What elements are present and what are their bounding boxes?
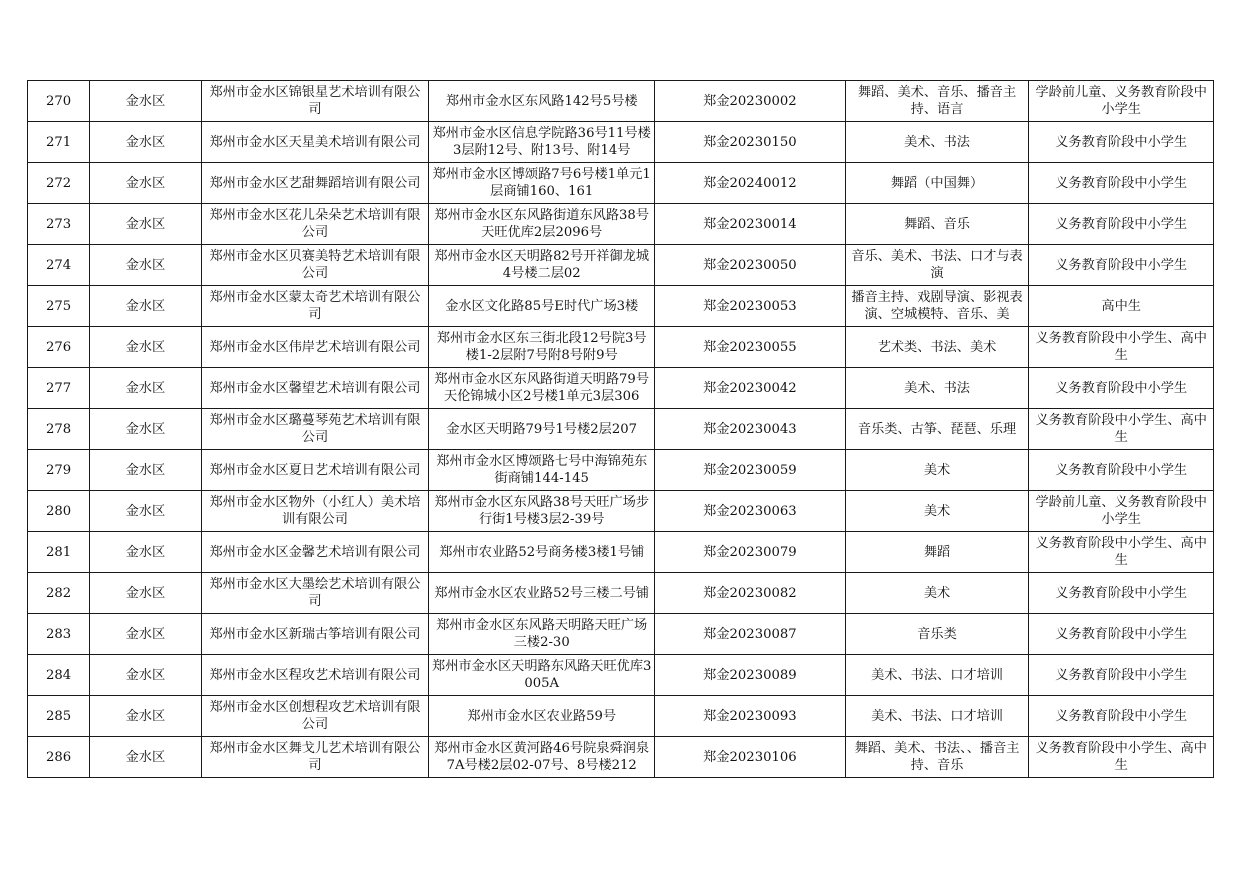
audience-text: 义务教育阶段中小学生、高中生 xyxy=(1035,741,1207,773)
subjects-cell xyxy=(845,532,1029,573)
institution-name-text: 郑州市金水区大墨绘艺术培训有限公司 xyxy=(209,577,421,609)
license-number-text: 郑金20230055 xyxy=(703,339,797,355)
address-cell xyxy=(429,204,655,245)
row-number-cell xyxy=(28,409,90,450)
district-text: 金水区 xyxy=(125,257,166,273)
license-number-cell xyxy=(655,204,846,245)
district-text: 金水区 xyxy=(125,298,166,314)
audience-text: 义务教育阶段中小学生 xyxy=(1055,462,1188,478)
address-cell xyxy=(429,614,655,655)
subjects-cell xyxy=(845,696,1029,737)
address-cell xyxy=(429,696,655,737)
address-text: 郑州市金水区信息学院路36号11号楼3层附12号、附13号、附14号 xyxy=(432,126,651,158)
license-number-text: 郑金20230093 xyxy=(703,708,797,724)
district-cell xyxy=(90,81,201,122)
institution-name-cell xyxy=(201,491,429,532)
institution-name-cell xyxy=(201,614,429,655)
subjects-cell xyxy=(845,614,1029,655)
subjects-text: 舞蹈（中国舞） xyxy=(890,175,984,191)
row-number-text: 280 xyxy=(46,503,72,519)
table-row xyxy=(28,81,1214,122)
institution-name-text: 郑州市金水区程攻艺术培训有限公司 xyxy=(209,667,421,683)
table-row xyxy=(28,573,1214,614)
address-cell xyxy=(429,409,655,450)
institution-name-text: 郑州市金水区物外（小红人）美术培训有限公司 xyxy=(209,495,421,527)
institution-name-text: 郑州市金水区贝赛美特艺术培训有限公司 xyxy=(209,249,421,281)
institution-table xyxy=(27,80,1214,778)
audience-cell xyxy=(1029,245,1214,286)
address-text: 郑州市金水区农业路52号三楼二号铺 xyxy=(434,585,650,601)
institution-table-body xyxy=(28,81,1214,778)
district-cell xyxy=(90,737,201,778)
address-cell xyxy=(429,327,655,368)
address-cell xyxy=(429,368,655,409)
district-text: 金水区 xyxy=(125,216,166,232)
address-cell xyxy=(429,491,655,532)
audience-cell xyxy=(1029,286,1214,327)
table-row xyxy=(28,532,1214,573)
subjects-text: 音乐类、古筝、琵琶、乐理 xyxy=(857,421,1017,437)
subjects-cell xyxy=(845,286,1029,327)
address-text: 郑州市金水区博颂路七号中海锦苑东街商铺144-145 xyxy=(436,454,648,486)
district-text: 金水区 xyxy=(125,421,166,437)
address-text: 郑州市金水区东风路38号天旺广场步行街1号楼3层2-39号 xyxy=(434,495,650,527)
subjects-text: 音乐、美术、书法、口才与表演 xyxy=(851,249,1023,281)
address-text: 郑州市金水区天明路82号开祥御龙城4号楼二层02 xyxy=(434,249,650,281)
institution-name-cell xyxy=(201,737,429,778)
license-number-cell xyxy=(655,286,846,327)
audience-text: 义务教育阶段中小学生 xyxy=(1055,585,1188,601)
institution-name-cell xyxy=(201,122,429,163)
row-number-cell xyxy=(28,327,90,368)
license-number-cell xyxy=(655,409,846,450)
license-number-cell xyxy=(655,81,846,122)
table-row xyxy=(28,122,1214,163)
row-number-cell xyxy=(28,491,90,532)
row-number-text: 281 xyxy=(46,544,72,560)
row-number-text: 286 xyxy=(46,749,72,765)
audience-text: 义务教育阶段中小学生 xyxy=(1055,175,1188,191)
audience-text: 学龄前儿童、义务教育阶段中小学生 xyxy=(1035,85,1207,117)
institution-name-text: 郑州市金水区舞戈儿艺术培训有限公司 xyxy=(209,741,421,773)
audience-cell xyxy=(1029,737,1214,778)
license-number-text: 郑金20230063 xyxy=(703,503,797,519)
audience-cell xyxy=(1029,81,1214,122)
audience-cell xyxy=(1029,163,1214,204)
district-text: 金水区 xyxy=(125,626,166,642)
address-text: 郑州市金水区东风路142号5号楼 xyxy=(445,93,638,109)
subjects-text: 舞蹈、美术、音乐、播音主持、语言 xyxy=(857,85,1017,117)
audience-text: 义务教育阶段中小学生 xyxy=(1055,708,1188,724)
district-text: 金水区 xyxy=(125,503,166,519)
license-number-cell xyxy=(655,245,846,286)
audience-cell xyxy=(1029,122,1214,163)
address-text: 郑州市金水区天明路东风路天旺优库3005A xyxy=(432,659,652,691)
license-number-text: 郑金20230050 xyxy=(703,257,797,273)
subjects-cell xyxy=(845,245,1029,286)
address-text: 金水区天明路79号1号楼2层207 xyxy=(446,421,638,437)
license-number-cell xyxy=(655,368,846,409)
audience-text: 学龄前儿童、义务教育阶段中小学生 xyxy=(1035,495,1207,527)
license-number-cell xyxy=(655,327,846,368)
license-number-text: 郑金20230053 xyxy=(703,298,797,314)
institution-name-cell xyxy=(201,327,429,368)
district-cell xyxy=(90,655,201,696)
row-number-cell xyxy=(28,81,90,122)
district-text: 金水区 xyxy=(125,134,166,150)
table-row xyxy=(28,737,1214,778)
license-number-cell xyxy=(655,614,846,655)
address-cell xyxy=(429,286,655,327)
subjects-text: 美术、书法 xyxy=(904,380,970,396)
institution-name-text: 郑州市金水区新瑞古筝培训有限公司 xyxy=(209,626,421,642)
institution-name-text: 郑州市金水区蒙太奇艺术培训有限公司 xyxy=(209,290,421,322)
row-number-cell xyxy=(28,532,90,573)
table-row xyxy=(28,491,1214,532)
institution-name-text: 郑州市金水区馨望艺术培训有限公司 xyxy=(209,380,421,396)
audience-text: 义务教育阶段中小学生 xyxy=(1055,380,1188,396)
address-text: 郑州市金水区黄河路46号院泉舜润泉7A号楼2层02-07号、8号楼212 xyxy=(434,741,650,773)
audience-text: 义务教育阶段中小学生 xyxy=(1055,134,1188,150)
district-text: 金水区 xyxy=(125,708,166,724)
row-number-cell xyxy=(28,286,90,327)
institution-name-text: 郑州市金水区伟岸艺术培训有限公司 xyxy=(209,339,421,355)
license-number-text: 郑金20230002 xyxy=(703,93,797,109)
license-number-text: 郑金20230082 xyxy=(703,585,797,601)
audience-cell xyxy=(1029,573,1214,614)
audience-cell xyxy=(1029,614,1214,655)
address-cell xyxy=(429,655,655,696)
address-cell xyxy=(429,122,655,163)
audience-text: 义务教育阶段中小学生、高中生 xyxy=(1035,536,1207,568)
subjects-text: 美术 xyxy=(923,503,951,519)
subjects-cell xyxy=(845,655,1029,696)
license-number-cell xyxy=(655,450,846,491)
subjects-cell xyxy=(845,450,1029,491)
subjects-cell xyxy=(845,163,1029,204)
table-row xyxy=(28,327,1214,368)
audience-text: 义务教育阶段中小学生、高中生 xyxy=(1035,413,1207,445)
license-number-text: 郑金20240012 xyxy=(703,175,797,191)
license-number-cell xyxy=(655,737,846,778)
district-cell xyxy=(90,163,201,204)
subjects-text: 美术 xyxy=(923,585,951,601)
table-row xyxy=(28,204,1214,245)
row-number-cell xyxy=(28,204,90,245)
subjects-text: 艺术类、书法、美术 xyxy=(877,339,997,355)
row-number-text: 274 xyxy=(46,257,72,273)
license-number-cell xyxy=(655,163,846,204)
row-number-cell xyxy=(28,655,90,696)
license-number-text: 郑金20230042 xyxy=(703,380,797,396)
district-cell xyxy=(90,696,201,737)
institution-name-text: 郑州市金水区创想程攻艺术培训有限公司 xyxy=(209,700,421,732)
audience-cell xyxy=(1029,450,1214,491)
license-number-text: 郑金20230014 xyxy=(703,216,797,232)
audience-cell xyxy=(1029,327,1214,368)
audience-text: 义务教育阶段中小学生、高中生 xyxy=(1035,331,1207,363)
row-number-text: 272 xyxy=(46,175,72,191)
row-number-text: 271 xyxy=(46,134,72,150)
institution-name-text: 郑州市金水区锦银星艺术培训有限公司 xyxy=(209,85,421,117)
institution-name-cell xyxy=(201,286,429,327)
table-row xyxy=(28,655,1214,696)
address-cell xyxy=(429,450,655,491)
license-number-cell xyxy=(655,122,846,163)
audience-text: 义务教育阶段中小学生 xyxy=(1055,667,1188,683)
address-text: 郑州市金水区博颂路7号6号楼1单元1层商铺160、161 xyxy=(432,167,651,199)
audience-text: 义务教育阶段中小学生 xyxy=(1055,216,1188,232)
audience-cell xyxy=(1029,204,1214,245)
district-text: 金水区 xyxy=(125,380,166,396)
institution-name-cell xyxy=(201,409,429,450)
license-number-cell xyxy=(655,655,846,696)
audience-text: 高中生 xyxy=(1101,298,1141,314)
district-text: 金水区 xyxy=(125,667,166,683)
district-cell xyxy=(90,573,201,614)
subjects-text: 舞蹈、美术、书法、、播音主持、音乐 xyxy=(854,741,1020,773)
row-number-text: 284 xyxy=(46,667,72,683)
subjects-cell xyxy=(845,491,1029,532)
institution-name-cell xyxy=(201,81,429,122)
institution-name-text: 郑州市金水区艺甜舞蹈培训有限公司 xyxy=(209,175,421,191)
institution-name-cell xyxy=(201,245,429,286)
subjects-cell xyxy=(845,327,1029,368)
institution-name-cell xyxy=(201,163,429,204)
table-row xyxy=(28,450,1214,491)
district-cell xyxy=(90,245,201,286)
table-row xyxy=(28,245,1214,286)
row-number-cell xyxy=(28,737,90,778)
institution-name-text: 郑州市金水区花儿朵朵艺术培训有限公司 xyxy=(209,208,421,240)
subjects-text: 音乐类 xyxy=(917,626,957,642)
row-number-text: 270 xyxy=(46,93,72,109)
table-row xyxy=(28,368,1214,409)
license-number-cell xyxy=(655,696,846,737)
institution-name-cell xyxy=(201,655,429,696)
row-number-text: 276 xyxy=(46,339,72,355)
license-number-text: 郑金20230087 xyxy=(703,626,797,642)
license-number-cell xyxy=(655,573,846,614)
district-cell xyxy=(90,532,201,573)
subjects-text: 美术 xyxy=(923,462,951,478)
address-text: 郑州市金水区东风路街道东风路38号天旺优库2层2096号 xyxy=(434,208,650,240)
address-text: 郑州市农业路52号商务楼3楼1号铺 xyxy=(439,544,645,560)
address-cell xyxy=(429,532,655,573)
table-row xyxy=(28,163,1214,204)
audience-text: 义务教育阶段中小学生 xyxy=(1055,257,1188,273)
institution-name-text: 郑州市金水区天星美术培训有限公司 xyxy=(209,134,421,150)
row-number-text: 273 xyxy=(46,216,72,232)
row-number-cell xyxy=(28,163,90,204)
district-text: 金水区 xyxy=(125,462,166,478)
district-cell xyxy=(90,286,201,327)
row-number-text: 285 xyxy=(46,708,72,724)
district-text: 金水区 xyxy=(125,544,166,560)
license-number-text: 郑金20230059 xyxy=(703,462,797,478)
audience-text: 义务教育阶段中小学生 xyxy=(1055,626,1188,642)
license-number-cell xyxy=(655,532,846,573)
license-number-text: 郑金20230089 xyxy=(703,667,797,683)
row-number-cell xyxy=(28,122,90,163)
subjects-cell xyxy=(845,409,1029,450)
address-cell xyxy=(429,737,655,778)
audience-cell xyxy=(1029,532,1214,573)
district-text: 金水区 xyxy=(125,585,166,601)
institution-name-cell xyxy=(201,696,429,737)
subjects-cell xyxy=(845,573,1029,614)
district-cell xyxy=(90,450,201,491)
district-text: 金水区 xyxy=(125,749,166,765)
address-cell xyxy=(429,245,655,286)
address-text: 郑州市金水区东三街北段12号院3号楼1-2层附7号附8号附9号 xyxy=(436,331,647,363)
address-cell xyxy=(429,163,655,204)
row-number-text: 277 xyxy=(46,380,72,396)
subjects-text: 舞蹈 xyxy=(923,544,951,560)
audience-cell xyxy=(1029,696,1214,737)
address-cell xyxy=(429,81,655,122)
license-number-text: 郑金20230079 xyxy=(703,544,797,560)
row-number-text: 279 xyxy=(46,462,72,478)
institution-name-cell xyxy=(201,573,429,614)
district-cell xyxy=(90,614,201,655)
institution-name-cell xyxy=(201,532,429,573)
subjects-cell xyxy=(845,368,1029,409)
district-cell xyxy=(90,491,201,532)
audience-cell xyxy=(1029,368,1214,409)
license-number-cell xyxy=(655,491,846,532)
table-row xyxy=(28,409,1214,450)
table-row xyxy=(28,286,1214,327)
subjects-cell xyxy=(845,122,1029,163)
subjects-text: 美术、书法、口才培训 xyxy=(871,708,1003,724)
subjects-text: 美术、书法、口才培训 xyxy=(871,667,1003,683)
audience-cell xyxy=(1029,409,1214,450)
row-number-text: 283 xyxy=(46,626,72,642)
district-text: 金水区 xyxy=(125,339,166,355)
subjects-text: 舞蹈、音乐 xyxy=(904,216,970,232)
subjects-cell xyxy=(845,81,1029,122)
audience-cell xyxy=(1029,655,1214,696)
institution-name-cell xyxy=(201,204,429,245)
address-text: 郑州市金水区东风路街道天明路79号天伦锦城小区2号楼1单元3层306 xyxy=(434,372,650,404)
license-number-text: 郑金20230043 xyxy=(703,421,797,437)
district-cell xyxy=(90,204,201,245)
subjects-text: 美术、书法 xyxy=(904,134,970,150)
row-number-cell xyxy=(28,573,90,614)
district-cell xyxy=(90,327,201,368)
license-number-text: 郑金20230150 xyxy=(703,134,797,150)
address-cell xyxy=(429,573,655,614)
institution-name-text: 郑州市金水区夏日艺术培训有限公司 xyxy=(209,462,421,478)
district-text: 金水区 xyxy=(125,93,166,109)
institution-name-text: 郑州市金水区璐蔓琴苑艺术培训有限公司 xyxy=(209,413,421,445)
subjects-cell xyxy=(845,737,1029,778)
row-number-cell xyxy=(28,614,90,655)
row-number-cell xyxy=(28,368,90,409)
row-number-cell xyxy=(28,696,90,737)
address-text: 郑州市金水区东风路天明路天旺广场三楼2-30 xyxy=(436,618,648,650)
institution-name-text: 郑州市金水区金馨艺术培训有限公司 xyxy=(209,544,421,560)
institution-name-cell xyxy=(201,450,429,491)
district-cell xyxy=(90,122,201,163)
row-number-text: 278 xyxy=(46,421,72,437)
subjects-cell xyxy=(845,204,1029,245)
address-text: 金水区文化路85号E时代广场3楼 xyxy=(445,298,639,314)
row-number-cell xyxy=(28,450,90,491)
district-cell xyxy=(90,368,201,409)
subjects-text: 播音主持、戏剧导演、影视表演、空城模特、音乐、美 xyxy=(851,290,1023,322)
license-number-text: 郑金20230106 xyxy=(703,749,797,765)
table-row xyxy=(28,614,1214,655)
table-row xyxy=(28,696,1214,737)
district-cell xyxy=(90,409,201,450)
district-text: 金水区 xyxy=(125,175,166,191)
address-text: 郑州市金水区农业路59号 xyxy=(467,708,617,724)
row-number-cell xyxy=(28,245,90,286)
row-number-text: 282 xyxy=(46,585,72,601)
institution-name-cell xyxy=(201,368,429,409)
audience-cell xyxy=(1029,491,1214,532)
row-number-text: 275 xyxy=(46,298,72,314)
